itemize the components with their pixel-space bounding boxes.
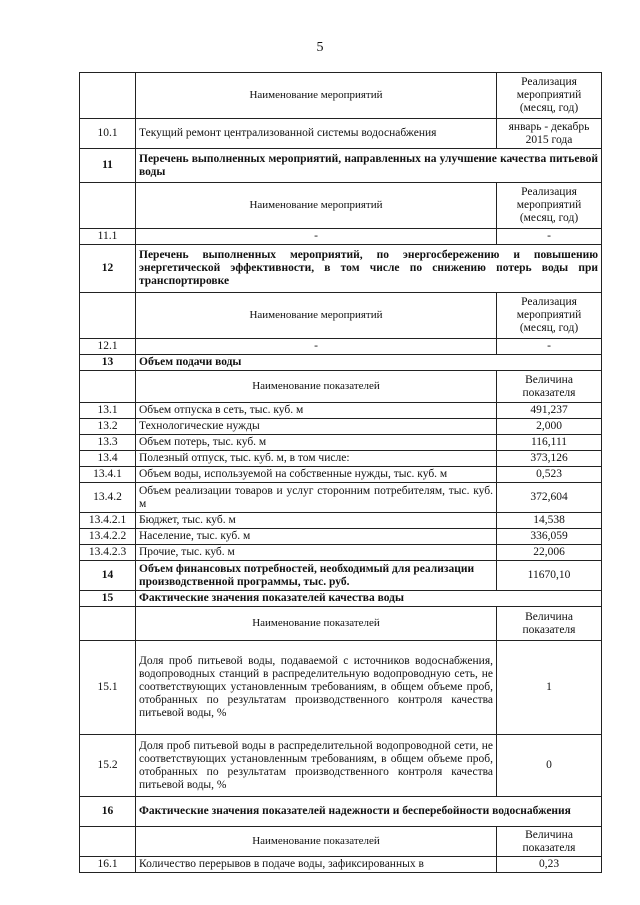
- table-row: 13.4.2.1 Бюджет, тыс. куб. м 14,538: [80, 513, 602, 529]
- header-row: Наименование показателей Величина показателя: [80, 371, 602, 403]
- table-row: 10.1 Текущий ремонт централизованной системы водоснабжения январь - декабрь 2015 года: [80, 119, 602, 149]
- section-row: 15 Фактические значения показателей качества воды: [80, 591, 602, 607]
- header-name: Наименование мероприятий: [136, 73, 497, 119]
- header-row: Наименование показателей Величина показателя: [80, 607, 602, 641]
- table-row: 15.2 Доля проб питьевой воды в распределительной водопроводной сети, не соответствующих установленным требованиям, в общем объеме проб, отобранных по результатам производственного контроля качества питьевой воды, % 0: [80, 735, 602, 797]
- table-row: 11.1 - -: [80, 229, 602, 245]
- report-table: [79, 72, 602, 873]
- header-row: Наименование мероприятий Реализация мероприятий (месяц, год): [80, 183, 602, 229]
- table-row: 13.4.2.3 Прочие, тыс. куб. м 22,006: [80, 545, 602, 561]
- page-number: 5: [316, 40, 324, 55]
- header-row: [80, 73, 602, 119]
- section-row: 16 Фактические значения показателей надежности и бесперебойности водоснабжения: [80, 797, 602, 827]
- table-row: 13.4.2 Объем реализации товаров и услуг сторонним потребителям, тыс. куб. м 372,604: [80, 483, 602, 513]
- table-row: 12.1 - -: [80, 339, 602, 355]
- table-row: 13.4.2.2 Население, тыс. куб. м 336,059: [80, 529, 602, 545]
- section-row: 12 Перечень выполненных мероприятий, по энергосбережению и повышению энергетической эффективности, в том числе по снижению потерь воды при транспортировке: [80, 245, 602, 293]
- header-impl: Реализация мероприятий (месяц, год): [497, 73, 602, 119]
- table-row: 13.2 Технологические нужды 2,000: [80, 419, 602, 435]
- section-row: 11 Перечень выполненных мероприятий, направленных на улучшение качества питьевой воды: [80, 149, 602, 183]
- table-row: 13.4 Полезный отпуск, тыс. куб. м, в том числе: 373,126: [80, 451, 602, 467]
- section-row: 13 Объем подачи воды: [80, 355, 602, 371]
- table-row: 15.1 Доля проб питьевой воды, подаваемой с источников водоснабжения, водопроводных станций в распределительную водопроводную сеть, не соответствующих установленным требованиям, в общем объеме проб, отобранных по результатам производственного контроля качества питьевой воды, % 1: [80, 641, 602, 735]
- section-row: 14 Объем финансовых потребностей, необходимый для реализации производственной программы, тыс. руб. 11670,10: [80, 561, 602, 591]
- table-row: 13.4.1 Объем воды, используемой на собственные нужды, тыс. куб. м 0,523: [80, 467, 602, 483]
- table-row: 16.1 Количество перерывов в подаче воды, зафиксированных в 0,23: [80, 857, 602, 873]
- header-row: Наименование показателей Величина показателя: [80, 827, 602, 857]
- table-row: 13.3 Объем потерь, тыс. куб. м 116,111: [80, 435, 602, 451]
- table-row: 13.1 Объем отпуска в сеть, тыс. куб. м 491,237: [80, 403, 602, 419]
- header-row: Наименование мероприятий Реализация мероприятий (месяц, год): [80, 293, 602, 339]
